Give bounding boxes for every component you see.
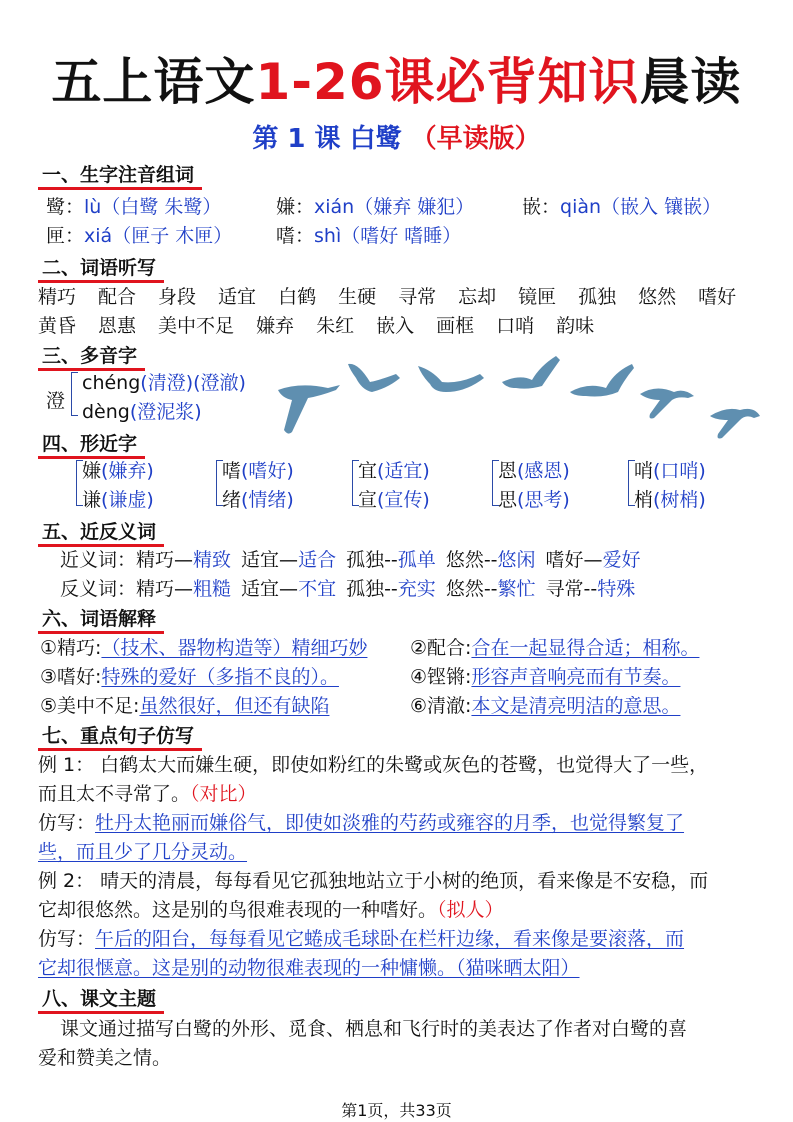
explain-item: ②配合:合在一起显得合适；相称。 [410,637,700,659]
vocab-word: 嗜好 [698,286,737,308]
vocab-word: 忘却 [458,286,497,308]
bird-icon [710,409,760,439]
explain-item: ④铿锵:形容声音响亮而有节奏。 [410,666,681,688]
char-item: 嗜：shì（嗜好 嗜睡） [276,225,462,247]
example-2-line-2: 它却很悠然。这是别的鸟很难表现的一种嗜好。（拟人） [38,899,504,921]
imitation-2-line-2: 它却很惬意。这是别的动物很难表现的一种慵懒。（猫咪晒太阳） [38,957,580,979]
bird-icon [640,388,694,418]
vocab-word: 精巧 [38,286,77,308]
egret-flock-illustration [270,352,760,444]
page-title: 五上语文1-26课必背知识晨读 [51,53,742,111]
vocab-word: 韵味 [556,315,595,337]
section-heading-2: 二、词语听写 [42,253,156,280]
theme-line-1: 课文通过描写白鹭的外形、觅食、栖息和飞行时的美表达了作者对白鹭的喜 [60,1018,688,1040]
similar-char-item: 谦(谦虚) [82,489,154,511]
vocab-word: 嵌入 [376,315,415,337]
similar-char-item: 哨(口哨) [634,460,706,482]
vocab-word: 美中不足 [158,315,235,337]
vocab-word: 口哨 [496,315,535,337]
synonyms-row: 近义词：精巧—精致 适宜—适合 孤独--孤单 悠然--悠闲 嗜好—爱好 [60,549,641,571]
bird-icon [502,356,560,389]
antonyms-row: 反义词：精巧—粗糙 适宜—不宜 孤独--充实 悠然--繁忙 寻常--特殊 [60,578,636,600]
section-heading-3: 三、多音字 [42,341,137,368]
page-number: 第1页，共33页 [341,1101,452,1120]
similar-char-item: 宣(宣传) [358,489,430,511]
example-1-line-1: 例 1： 白鹤太大而嫌生硬，即使如粉红的朱鹭或灰色的苍鹭，也觉得大了一些， [38,754,709,776]
brace [71,372,78,416]
vocab-word: 镜匣 [518,286,557,308]
bird-icon [348,364,400,392]
bird-icon [418,366,484,392]
vocab-word: 身段 [158,286,197,308]
vocab-word: 适宜 [218,286,257,308]
dictation-row-1 [38,282,758,309]
explain-item: ③嗜好:特殊的爱好（多指不良的）。 [40,666,339,688]
char-item: 嫌：xián（嫌弃 嫌犯） [276,196,475,218]
vocab-word: 朱红 [316,315,355,337]
vocab-word: 白鹤 [278,286,317,308]
section-heading-1: 一、生字注音组词 [42,160,194,187]
explain-item: ⑤美中不足:虽然很好，但还有缺陷 [40,695,330,717]
example-1-line-2: 而且太不寻常了。（对比） [38,783,257,805]
vocab-word: 恩惠 [98,315,137,337]
vocab-word: 黄昏 [38,315,77,337]
imitation-2-line-1: 仿写：午后的阳台，每每看见它蜷成毛球卧在栏杆边缘，看来像是要滚落，而 [38,928,685,950]
char-item: 鹭：lù（白鹭 朱鹭） [46,196,222,218]
similar-char-item: 绪(情绪) [222,489,294,511]
vocab-word: 孤独 [578,286,617,308]
bird-icon [570,364,634,397]
similar-char-item: 恩(感恩) [498,460,570,482]
section-heading-7: 七、重点句子仿写 [42,721,194,748]
bird-icon [278,385,340,434]
explain-item: ①精巧:（技术、器物构造等）精细巧妙 [40,637,368,659]
imitation-1-line-1: 仿写：牡丹太艳丽而嫌俗气，即使如淡雅的芍药或雍容的月季，也觉得繁复了 [38,812,685,834]
section-heading-8: 八、课文主题 [42,984,156,1011]
vocab-word: 生硬 [338,286,377,308]
vocab-word: 画框 [436,315,475,337]
similar-char-item: 梢(树梢) [634,489,706,511]
dictation-row-2 [38,311,616,338]
example-2-line-1: 例 2： 晴天的清晨，每每看见它孤独地站立于小树的绝顶，看来像是不安稳，而 [38,870,709,892]
polyphone-char: 澄 [46,390,66,412]
polyphone-reading-1: chéng(清澄)(澄澈) [82,372,246,394]
theme-line-2: 爱和赞美之情。 [38,1047,172,1069]
imitation-1-line-2: 些，而且少了几分灵动。 [38,841,248,863]
lesson-subtitle: 第 1 课 白鹭 （早读版） [252,124,541,154]
vocab-word: 配合 [98,286,137,308]
explain-item: ⑥清澈:本文是清亮明洁的意思。 [410,695,681,717]
similar-char-item: 宜(适宜) [358,460,430,482]
section-heading-5: 五、近反义词 [42,517,156,544]
section-heading-6: 六、词语解释 [42,604,156,631]
similar-char-item: 嫌(嫌弃) [82,460,154,482]
char-item: 嵌：qiàn（嵌入 镶嵌） [522,196,722,218]
vocab-word: 寻常 [398,286,437,308]
char-item: 匣：xiá（匣子 木匣） [46,225,233,247]
similar-char-item: 思(思考) [498,489,570,511]
similar-char-item: 嗜(嗜好) [222,460,294,482]
section-heading-4: 四、形近字 [42,429,137,456]
polyphone-reading-2: dèng(澄泥浆) [82,401,202,423]
vocab-word: 嫌弃 [256,315,295,337]
vocab-word: 悠然 [638,286,677,308]
